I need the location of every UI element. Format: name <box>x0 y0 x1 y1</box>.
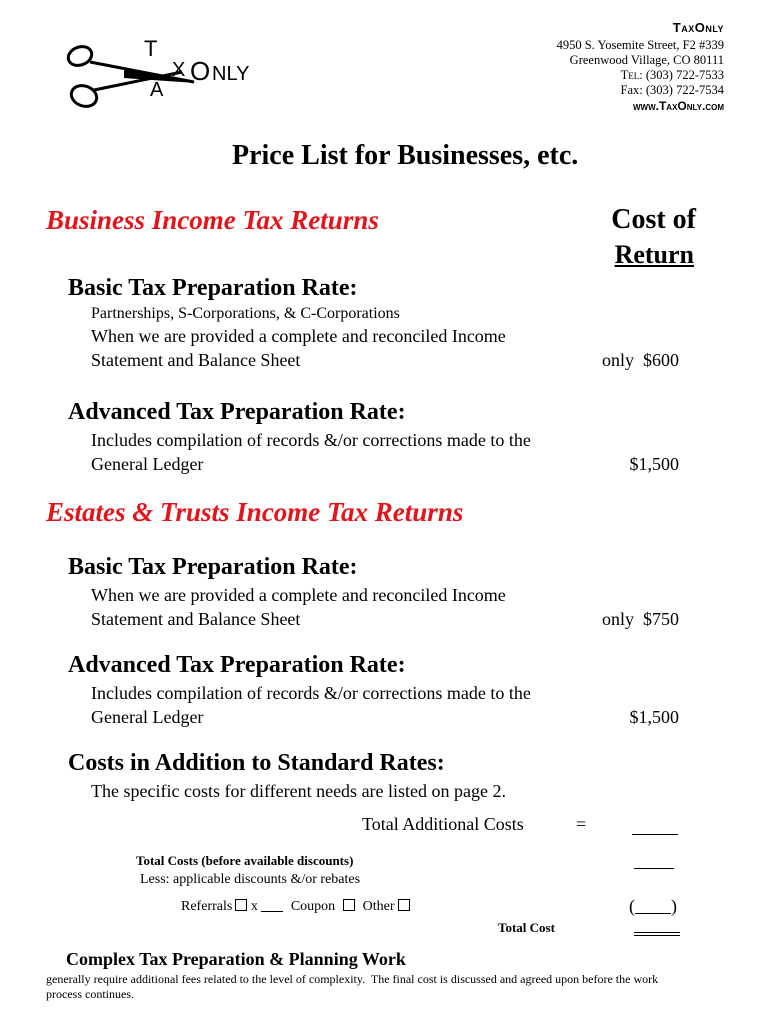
estates-advanced-label: Advanced Tax Preparation Rate: <box>68 652 406 678</box>
company-name: TaxOnly <box>672 20 724 35</box>
complex-desc1: generally require additional fees related to the level of complexity. The final cost is discussed and agreed upon before the work <box>46 972 659 986</box>
coupon-checkbox[interactable] <box>343 899 355 911</box>
page-title: Price List for Businesses, etc. <box>232 140 579 171</box>
total-additional-blank[interactable] <box>632 834 678 835</box>
company-tel: Tel: (303) 722-7533 <box>620 68 724 82</box>
additional-desc: The specific costs for different needs are listed on page 2. <box>91 781 507 801</box>
coupon-label: Coupon <box>290 899 336 914</box>
other-checkbox[interactable] <box>398 899 410 911</box>
estates-advanced-desc1: Includes compilation of records &/or corrections made to the <box>91 683 531 703</box>
estates-advanced-price: $1,500 <box>629 707 679 727</box>
company-street: 4950 S. Yosemite Street, F2 #339 <box>556 38 724 52</box>
business-advanced-desc1: Includes compilation of records &/or corrections made to the <box>91 430 531 450</box>
cost-header-line1: Cost of <box>611 204 696 235</box>
estates-advanced-desc2: General Ledger <box>91 707 204 727</box>
discount-options <box>181 899 410 915</box>
svg-text:O: O <box>190 56 211 86</box>
svg-text:X: X <box>172 59 186 81</box>
business-basic-entities: Partnerships, S-Corporations, & C-Corporations <box>91 305 400 322</box>
company-city: Greenwood Village, CO 80111 <box>569 53 724 67</box>
referrals-count-blank[interactable] <box>261 899 283 912</box>
svg-text:NLY: NLY <box>212 63 250 85</box>
estates-basic-price: only $750 <box>601 609 679 629</box>
total-additional-equals: = <box>576 814 587 834</box>
estates-basic-desc2: Statement and Balance Sheet <box>91 609 301 629</box>
company-website[interactable]: www.TaxOnly.com <box>632 99 724 113</box>
complex-desc2: process continues. <box>46 987 134 1001</box>
complex-heading: Complex Tax Preparation & Planning Work <box>66 949 406 969</box>
other-label: Other <box>362 899 395 914</box>
total-before-discounts-label: Total Costs (before available discounts) <box>136 853 354 868</box>
estates-heading: Estates & Trusts Income Tax Returns <box>46 497 464 527</box>
total-cost-blank-top <box>634 932 680 933</box>
business-basic-desc1: When we are provided a complete and reconciled Income <box>91 326 506 346</box>
total-cost-label: Total Cost <box>498 920 555 935</box>
business-advanced-label: Advanced Tax Preparation Rate: <box>68 399 406 425</box>
business-advanced-price: $1,500 <box>629 454 679 474</box>
estates-basic-label: Basic Tax Preparation Rate: <box>68 554 358 580</box>
discounts-label: Less: applicable discounts &/or rebates <box>140 872 361 887</box>
business-basic-label: Basic Tax Preparation Rate: <box>68 275 358 301</box>
estates-basic-desc1: When we are provided a complete and reconciled Income <box>91 585 506 605</box>
business-basic-price: only $600 <box>601 350 679 370</box>
company-fax: Fax: (303) 722-7534 <box>620 83 724 97</box>
cost-header-line2: Return <box>614 240 694 269</box>
total-additional-label: Total Additional Costs <box>362 814 524 834</box>
taxonly-logo <box>64 38 280 114</box>
svg-text:A: A <box>150 79 164 101</box>
business-advanced-desc2: General Ledger <box>91 454 204 474</box>
times-sign: x <box>250 899 258 914</box>
referrals-label: Referrals <box>181 899 233 914</box>
referrals-checkbox[interactable] <box>235 899 247 911</box>
total-before-discounts-blank[interactable] <box>634 868 674 869</box>
svg-text:T: T <box>144 38 158 61</box>
discount-amount-field[interactable]: ( ) <box>629 896 677 916</box>
business-basic-desc2: Statement and Balance Sheet <box>91 350 301 370</box>
business-heading: Business Income Tax Returns <box>46 205 379 235</box>
total-cost-blank[interactable] <box>634 935 680 936</box>
additional-label: Costs in Addition to Standard Rates: <box>68 750 445 776</box>
